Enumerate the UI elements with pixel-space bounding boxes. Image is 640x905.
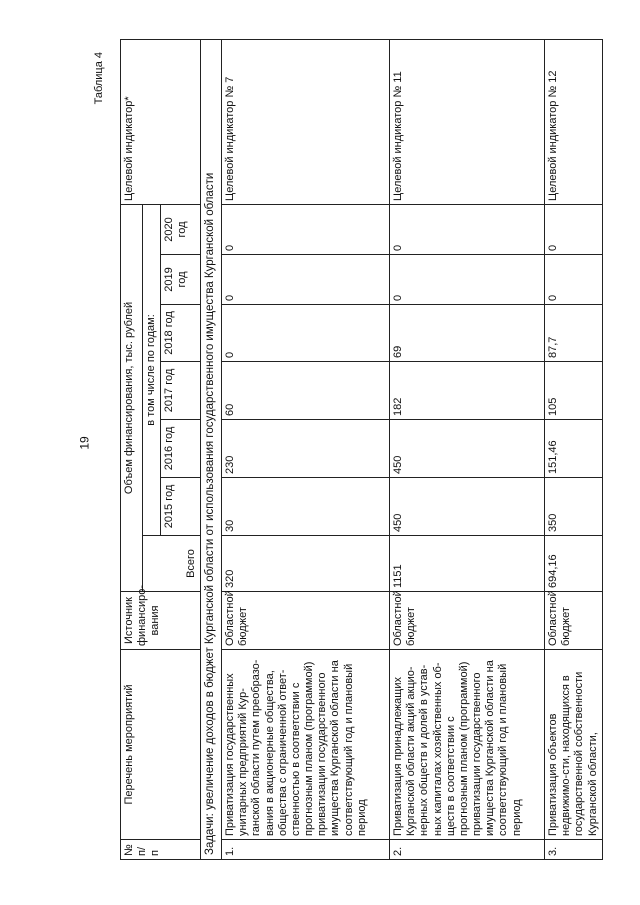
header-year: 2018 год <box>161 305 201 362</box>
header-target: Целевой индикатор* <box>121 39 201 204</box>
page-number: 19 <box>77 436 92 450</box>
row-source: Областной бюджет <box>389 592 544 650</box>
row-year-value: 151,46 <box>544 420 602 478</box>
funding-table <box>120 39 603 860</box>
row-year-value: 0 <box>221 204 389 254</box>
row-measure: Приватизация объектов недвижимо-сти, находящихся в государственной собственности Курганской области, <box>544 650 602 840</box>
row-year-value: 0 <box>389 204 544 254</box>
header-measures: Перечень мероприятий <box>121 650 201 840</box>
row-year-value: 105 <box>544 362 602 420</box>
rotated-table-container <box>93 40 599 860</box>
row-year-value: 69 <box>389 305 544 362</box>
row-year-value: 30 <box>221 478 389 536</box>
row-target: Целевой индикатор № 12 <box>544 39 602 204</box>
row-num: 3. <box>544 840 602 860</box>
header-source: Источник финансиро-вания <box>121 592 201 650</box>
row-source: Областной бюджет <box>544 592 602 650</box>
row-total: 1151 <box>389 536 544 592</box>
header-by-year: в том числе по годам: <box>143 204 161 535</box>
header-year: 2017 год <box>161 362 201 420</box>
header-num: № п/п <box>121 840 201 860</box>
table-caption: Таблица 4 <box>93 52 105 105</box>
row-num: 1. <box>221 840 389 860</box>
header-year: 2019 год <box>161 255 201 305</box>
row-total: 320 <box>221 536 389 592</box>
table-row <box>389 39 544 859</box>
header-funding: Объем финансирования, тыс. рублей <box>121 204 143 591</box>
row-year-value: 182 <box>389 362 544 420</box>
header-year: 2020 год <box>161 204 201 254</box>
header-total: Всего <box>143 536 201 592</box>
row-source: Областной бюджет <box>221 592 389 650</box>
row-year-value: 450 <box>389 420 544 478</box>
header-year: 2016 год <box>161 420 201 478</box>
row-year-value: 0 <box>221 255 389 305</box>
row-year-value: 0 <box>544 255 602 305</box>
row-year-value: 0 <box>221 305 389 362</box>
row-target: Целевой индикатор № 11 <box>389 39 544 204</box>
row-year-value: 450 <box>389 478 544 536</box>
row-total: 694,16 <box>544 536 602 592</box>
row-measure: Приватизация государственных унитарных предприятий Кур-ганской области путем преобразо-вания в акционерные общества, общества с ограниченной ответ-ственностью в соответствии с прогнозным планом (программой) приватизации государственного имущества Курганской области на соответствующий год и плановый период <box>221 650 389 840</box>
table-row <box>221 39 389 859</box>
row-year-value: 60 <box>221 362 389 420</box>
header-year: 2015 год <box>161 478 201 536</box>
row-year-value: 230 <box>221 420 389 478</box>
row-year-value: 0 <box>389 255 544 305</box>
row-target: Целевой индикатор № 7 <box>221 39 389 204</box>
row-year-value: 350 <box>544 478 602 536</box>
row-year-value: 87,7 <box>544 305 602 362</box>
row-year-value: 0 <box>544 204 602 254</box>
row-measure: Приватизация принадлежащих Курганской области акций акцио-нерных обществ и долей в устав-ных капиталах хозяйственных об-ществ в соответствии с прогнозным планом (программой) приватизации государственного имущества Курганской области на соответствующий год и плановый период <box>389 650 544 840</box>
task-row: Задачи: увеличение доходов в бюджет Курганской области от использования государственного имущества Курганской области <box>201 39 222 859</box>
table-row <box>544 39 602 859</box>
row-num: 2. <box>389 840 544 860</box>
